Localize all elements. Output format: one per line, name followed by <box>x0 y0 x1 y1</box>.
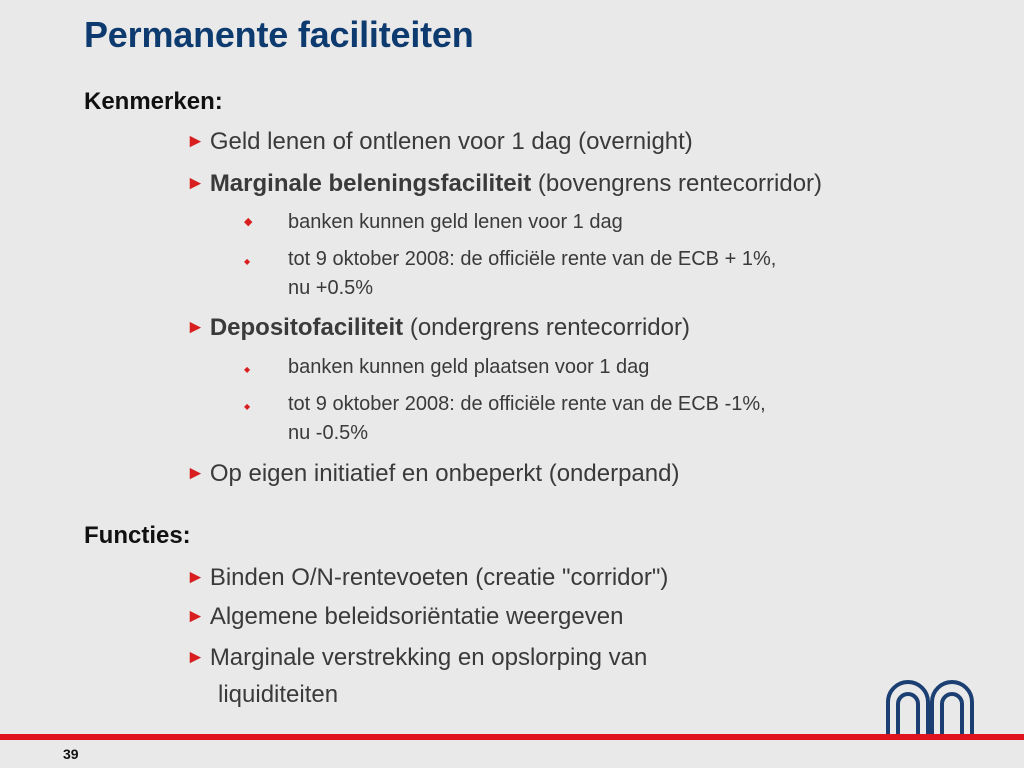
section-heading-functies: Functies: <box>84 522 191 549</box>
slide-title: Permanente faciliteiten <box>84 14 474 55</box>
bullet-item: ► Depositofaciliteit (ondergrens rentecorridor) <box>186 314 690 341</box>
arrow-bullet-icon: ► <box>186 567 205 588</box>
arrow-bullet-icon: ► <box>186 463 205 484</box>
bullet-item: ► Algemene beleidsoriëntatie weergeven <box>186 603 624 630</box>
footer-divider <box>0 734 1024 740</box>
page-number: 39 <box>63 746 79 762</box>
arrow-bullet-icon: ► <box>186 317 205 338</box>
bullet-item: ► Op eigen initiatief en onbeperkt (onderpand) <box>186 460 680 487</box>
sub-bullet-item: ◆ banken kunnen geld lenen voor 1 dag <box>288 208 623 237</box>
sub-bullet-item: ◆ banken kunnen geld plaatsen voor 1 dag <box>288 353 649 382</box>
diamond-bullet-icon: ◆ <box>244 216 253 228</box>
bullet-item: ► Geld lenen of ontlenen voor 1 dag (overnight) <box>186 128 693 155</box>
arrow-bullet-icon: ► <box>186 131 205 152</box>
bold-term: Marginale beleningsfaciliteit <box>209 170 532 197</box>
sub-bullet-item: ◆ tot 9 oktober 2008: de officiële rente van de ECB -1%, nu -0.5% <box>244 393 766 444</box>
diamond-bullet-icon: ◆ <box>244 257 251 266</box>
arrow-bullet-icon: ► <box>186 606 205 627</box>
arrow-bullet-icon: ► <box>186 647 205 668</box>
bullet-item: ► Marginale verstrekking en opslorping van liquiditeiten <box>186 644 648 708</box>
arrow-bullet-icon: ► <box>186 173 205 194</box>
bullet-item: ► Binden O/N-rentevoeten (creatie "corridor") <box>186 564 669 591</box>
bullet-item: ► Marginale beleningsfaciliteit (bovengrens rentecorridor) <box>186 170 823 197</box>
bank-logo-icon <box>882 676 978 736</box>
diamond-bullet-icon: ◆ <box>244 402 251 411</box>
bold-term: Depositofaciliteit <box>209 314 404 341</box>
sub-bullet-item: ◆ tot 9 oktober 2008: de officiële rente van de ECB + 1%, nu +0.5% <box>244 248 777 299</box>
section-heading-kenmerken: Kenmerken: <box>84 88 223 115</box>
diamond-bullet-icon: ◆ <box>244 365 251 374</box>
